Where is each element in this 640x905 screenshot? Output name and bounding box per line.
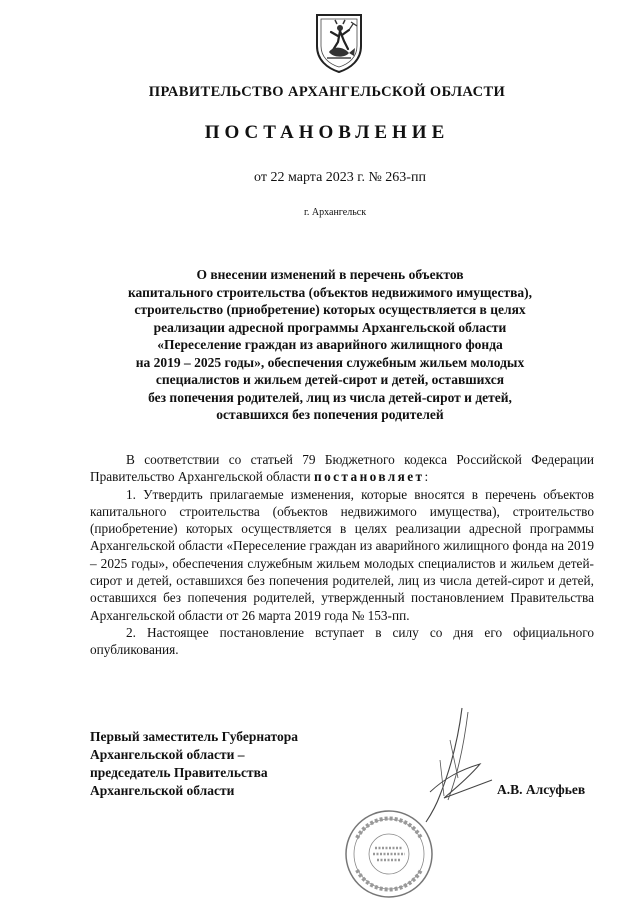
position-line: Архангельской области [90, 783, 235, 798]
title-line: О внесении изменений в перечень объектов [196, 267, 464, 282]
title-line: оставшихся без попечения родителей [216, 407, 444, 422]
signatory-position [90, 728, 350, 800]
decree-colon: : [424, 469, 429, 485]
coat-of-arms-icon [313, 12, 365, 74]
organization-name: ПРАВИТЕЛЬСТВО АРХАНГЕЛЬСКОЙ ОБЛАСТИ [148, 84, 506, 100]
position-line: Первый заместитель Губернатора [90, 729, 298, 744]
title-line: реализации адресной программы Архангельской области [153, 319, 507, 335]
document-type: ПОСТАНОВЛЕНИЕ [204, 122, 450, 143]
document-date-number: от 22 марта 2023 г. № 263-пп [254, 170, 426, 185]
title-line: «Переселение граждан из аварийного жилищного фонда [157, 337, 503, 352]
signer-name: А.В. Алсуфьев [497, 782, 586, 797]
decree-word: постановляет [314, 469, 425, 485]
preamble-text: В соответствии со статьей 79 Бюджетного кодекса Российской Федерации Правительство Архангельской области [90, 452, 594, 485]
title-line: на 2019 – 2025 годы», обеспечения служебным жильем молодых [135, 354, 525, 370]
position-line: Архангельской области – [90, 747, 245, 762]
item-2-paragraph: 2. Настоящее постановление вступает в силу со дня его официального опубликования. [90, 624, 594, 658]
title-line: специалистов и жильем детей-сирот и детей, оставшихся [155, 372, 505, 387]
preamble-paragraph [90, 451, 594, 486]
official-stamp [343, 808, 435, 900]
title-line: без попечения родителей, лиц из числа детей-сирот и детей, [148, 389, 512, 405]
title-line: строительство (приобретение) которых осуществляется в целях [134, 302, 526, 317]
document-title [80, 266, 580, 424]
document-place: г. Архангельск [303, 207, 367, 218]
document-body [90, 451, 594, 659]
position-line: председатель Правительства [90, 765, 268, 780]
item-1-paragraph: 1. Утвердить прилагаемые изменения, которые вносятся в перечень объектов капитального строительства (объектов недвижимого имущества), строительство (приобретение) которых осуществляется в целях реализации адресной программы Архангельской области «Переселение граждан из аварийного жилищного фонда на 2019 – 2025 годы», обеспечения служебным жильем молодых специалистов и жильем детей-сирот и детей, оставшихся без попечения родителей, лиц из числа детей-сирот и детей, оставшихся без попечения родителей, утвержденный постановлением Правительства Архангельской области от 26 марта 2019 года № 153-пп. [90, 486, 594, 623]
title-line: капитального строительства (объектов недвижимого имущества), [127, 284, 533, 300]
